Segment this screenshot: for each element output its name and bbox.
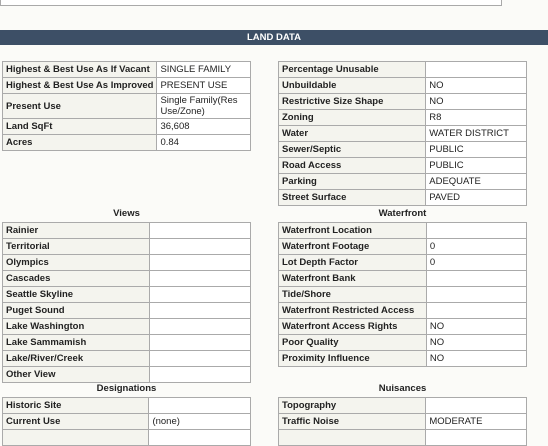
table-row	[3, 351, 251, 367]
table-row	[279, 78, 527, 94]
views-heading: Views	[113, 208, 140, 219]
row-value	[149, 351, 250, 367]
row-label: Tide/Shore	[279, 287, 427, 303]
row-value: 36,608	[157, 119, 251, 135]
row-value: (none)	[149, 414, 251, 430]
row-label: Waterfront Footage	[279, 239, 427, 255]
row-label: Rainier	[3, 223, 150, 239]
row-label: Other View	[3, 367, 150, 383]
row-value: WATER DISTRICT	[426, 126, 527, 142]
row-value	[426, 303, 526, 319]
table-row	[279, 287, 527, 303]
row-label: Seattle Skyline	[3, 287, 150, 303]
table-row	[279, 303, 527, 319]
row-value: NO	[426, 351, 526, 367]
row-value	[149, 223, 250, 239]
table-row	[279, 174, 527, 190]
table-row	[3, 303, 251, 319]
row-label: Poor Quality	[279, 335, 427, 351]
row-label: Zoning	[279, 110, 426, 126]
land-attributes-table	[278, 61, 527, 206]
land-summary-table	[2, 61, 251, 151]
row-value	[149, 398, 251, 414]
row-value	[149, 239, 250, 255]
row-label: Acres	[3, 135, 157, 151]
row-value: 0	[426, 239, 526, 255]
table-row	[279, 126, 527, 142]
table-row	[3, 287, 251, 303]
row-label: Lake Sammamish	[3, 335, 150, 351]
row-value	[426, 62, 527, 78]
nuisances-heading: Nuisances	[378, 383, 427, 394]
row-value: NO	[426, 78, 527, 94]
table-row	[3, 271, 251, 287]
row-label: Olympics	[3, 255, 150, 271]
row-value: 0	[426, 255, 526, 271]
table-row	[3, 62, 251, 78]
row-label: Lake/River/Creek	[3, 351, 150, 367]
nuisances-table	[278, 397, 527, 446]
table-row	[279, 62, 527, 78]
row-label: Highest & Best Use As Improved	[3, 78, 157, 94]
table-row	[279, 414, 527, 430]
table-row	[3, 239, 251, 255]
row-value	[149, 335, 250, 351]
table-row	[279, 94, 527, 110]
row-label: Restrictive Size Shape	[279, 94, 426, 110]
table-row	[279, 142, 527, 158]
row-value	[426, 287, 526, 303]
waterfront-table	[278, 222, 527, 367]
row-value: NO	[426, 335, 526, 351]
row-label: Current Use	[3, 414, 149, 430]
row-label: Road Access	[279, 158, 426, 174]
row-value	[149, 271, 250, 287]
row-label: Water	[279, 126, 426, 142]
row-value	[149, 303, 250, 319]
designations-heading: Designations	[96, 383, 157, 394]
row-value	[426, 223, 526, 239]
row-value: PRESENT USE	[157, 78, 251, 94]
table-row	[3, 367, 251, 383]
row-value: NO	[426, 94, 527, 110]
row-value	[426, 271, 526, 287]
table-row	[3, 398, 251, 414]
row-value: SINGLE FAMILY	[157, 62, 251, 78]
row-label: Unbuildable	[279, 78, 426, 94]
table-row	[279, 110, 527, 126]
row-value: PAVED	[426, 190, 527, 206]
row-label: Puget Sound	[3, 303, 150, 319]
table-row	[3, 223, 251, 239]
row-value: 0.84	[157, 135, 251, 151]
table-row	[279, 190, 527, 206]
waterfront-heading: Waterfront	[378, 208, 427, 219]
row-value: MODERATE	[426, 414, 527, 430]
row-label: Waterfront Bank	[279, 271, 427, 287]
row-value	[149, 319, 250, 335]
row-label: Sewer/Septic	[279, 142, 426, 158]
table-row	[279, 335, 527, 351]
row-label: Street Surface	[279, 190, 426, 206]
row-label: Traffic Noise	[279, 414, 426, 430]
views-table	[2, 222, 251, 383]
row-value	[149, 367, 250, 383]
row-value: R8	[426, 110, 527, 126]
table-row	[279, 271, 527, 287]
row-value: PUBLIC	[426, 142, 527, 158]
row-label: Parking	[279, 174, 426, 190]
table-row	[3, 335, 251, 351]
row-label: Topography	[279, 398, 426, 414]
designations-table	[2, 397, 251, 446]
table-row	[279, 239, 527, 255]
row-value: PUBLIC	[426, 158, 527, 174]
row-label: Waterfront Location	[279, 223, 427, 239]
table-row	[3, 78, 251, 94]
table-row	[279, 319, 527, 335]
land-data-banner: LAND DATA	[0, 30, 548, 45]
table-row	[279, 255, 527, 271]
table-row	[279, 223, 527, 239]
table-row	[3, 255, 251, 271]
row-label: Highest & Best Use As If Vacant	[3, 62, 157, 78]
row-label: Historic Site	[3, 398, 149, 414]
table-row	[279, 351, 527, 367]
table-row	[3, 119, 251, 135]
row-label: Percentage Unusable	[279, 62, 426, 78]
table-row	[3, 414, 251, 430]
table-row	[3, 319, 251, 335]
row-label: Waterfront Access Rights	[279, 319, 427, 335]
previous-section-box	[0, 0, 502, 6]
row-label: Territorial	[3, 239, 150, 255]
row-value: ADEQUATE	[426, 174, 527, 190]
row-label: Lot Depth Factor	[279, 255, 427, 271]
row-value: NO	[426, 319, 526, 335]
row-value: Single Family(Res Use/Zone)	[157, 94, 251, 119]
table-row	[279, 158, 527, 174]
row-value	[149, 287, 250, 303]
row-label: Land SqFt	[3, 119, 157, 135]
row-label: Cascades	[3, 271, 150, 287]
row-label: Waterfront Restricted Access	[279, 303, 427, 319]
table-row	[3, 94, 251, 119]
row-label: Lake Washington	[3, 319, 150, 335]
row-value	[426, 398, 527, 414]
row-value	[149, 255, 250, 271]
row-label: Proximity Influence	[279, 351, 427, 367]
row-label: Present Use	[3, 94, 157, 119]
table-row	[279, 398, 527, 414]
table-row	[3, 135, 251, 151]
